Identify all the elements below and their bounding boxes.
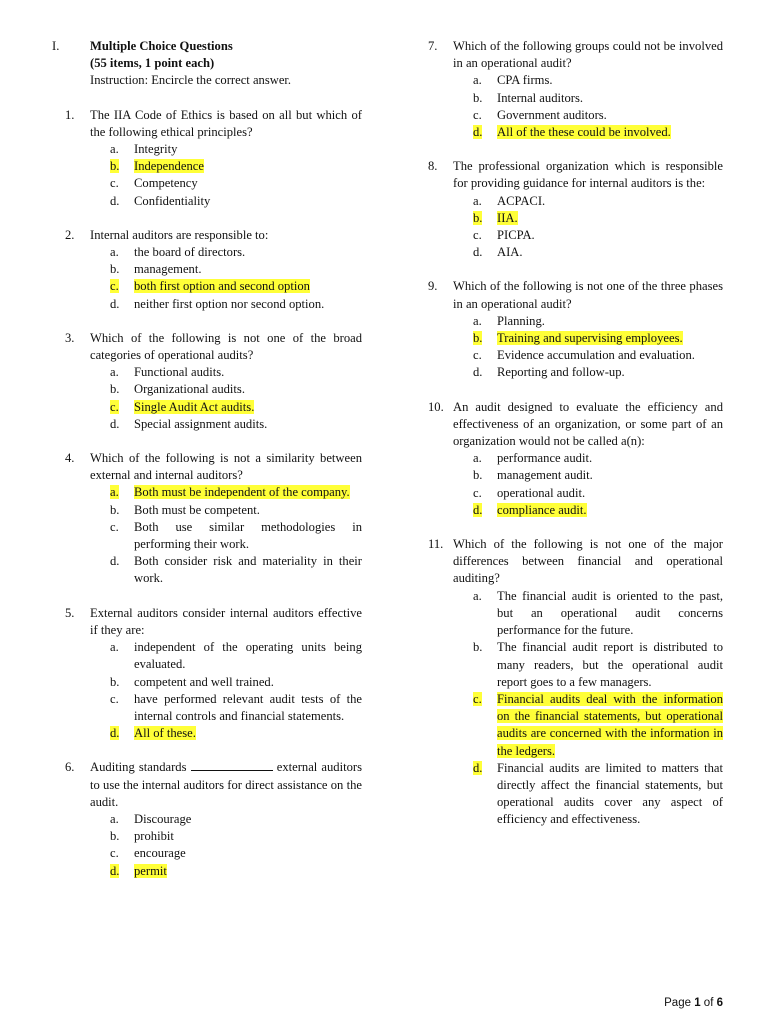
option-b — [453, 90, 723, 107]
option-d — [453, 364, 723, 381]
question-number: 11. — [428, 537, 444, 552]
option-letter — [90, 416, 134, 433]
question-2 — [52, 227, 362, 313]
question-body — [453, 278, 723, 381]
question-body — [90, 330, 362, 433]
option-a — [453, 588, 723, 640]
option-text — [497, 691, 723, 760]
option-letter — [453, 193, 497, 210]
option-text — [134, 244, 362, 261]
option-a — [90, 364, 362, 381]
option-text — [134, 725, 362, 742]
option-letter-text: b. — [110, 262, 120, 277]
option-d — [90, 296, 362, 313]
option-letter — [90, 828, 134, 845]
option-text — [497, 210, 723, 227]
question-list-left — [52, 107, 362, 880]
option-text — [134, 811, 362, 828]
option-b — [90, 828, 362, 845]
option-letter — [90, 691, 134, 725]
option-text-content: Single Audit Act audits. — [134, 399, 255, 414]
option-text — [134, 364, 362, 381]
question-7 — [415, 38, 723, 141]
option-letter-text: c. — [473, 107, 482, 122]
option-letter-text: b. — [473, 640, 483, 655]
option-letter — [90, 381, 134, 398]
question-8 — [415, 158, 723, 261]
option-letter-text: a. — [110, 485, 119, 500]
option-letter — [453, 107, 497, 124]
option-d — [453, 244, 723, 261]
option-letter — [453, 313, 497, 330]
option-letter-text: a. — [473, 588, 482, 603]
footer-of-word: of — [703, 996, 714, 1009]
option-text-content: Functional audits. — [134, 365, 225, 380]
option-letter-text: c. — [110, 399, 119, 414]
option-c — [90, 519, 362, 553]
option-letter-text: d. — [473, 760, 483, 775]
option-d — [90, 193, 362, 210]
option-text-content: permit — [134, 863, 167, 878]
right-column — [415, 38, 723, 829]
option-text — [134, 141, 362, 158]
option-text-content: Reporting and follow-up. — [497, 365, 625, 380]
option-a — [90, 141, 362, 158]
option-c — [90, 175, 362, 192]
option-c — [90, 845, 362, 862]
option-letter — [453, 760, 497, 829]
option-letter-text: d. — [473, 125, 483, 140]
option-text-content: independent of the operating units being evaluated. — [134, 640, 362, 672]
question-5 — [52, 605, 362, 743]
option-b — [453, 467, 723, 484]
option-text-content: AIA. — [497, 245, 523, 260]
option-letter — [453, 347, 497, 364]
option-b — [453, 639, 723, 691]
option-letter — [90, 244, 134, 261]
section-items-note: (55 items, 1 point each) — [90, 56, 215, 71]
option-text-content: Discourage — [134, 811, 192, 826]
option-c — [90, 278, 362, 295]
option-letter — [90, 296, 134, 313]
option-text-content: Both use similar methodologies in performing their work. — [134, 519, 362, 552]
question-text — [90, 759, 362, 811]
option-d — [453, 760, 723, 829]
option-letter — [90, 674, 134, 691]
option-letter-text: a. — [110, 245, 119, 260]
option-text — [134, 845, 362, 862]
option-text-content: All of the these could be involved. — [497, 125, 671, 140]
question-text: Which of the following is not a similarity between external and internal auditors? — [90, 451, 362, 483]
option-text — [497, 467, 723, 484]
question-body — [90, 450, 362, 588]
answer-blank — [191, 759, 273, 771]
option-letter — [453, 639, 497, 691]
question-4 — [52, 450, 362, 588]
option-text-content: Competency — [134, 176, 198, 191]
option-text-content: Independence — [134, 159, 204, 174]
option-text — [134, 828, 362, 845]
option-letter — [90, 502, 134, 519]
option-letter-text: d. — [110, 863, 120, 878]
option-text-content: Both must be competent. — [134, 502, 260, 517]
option-text-content: The financial audit is oriented to the past, but an operational audit concerns performance for the future. — [497, 588, 723, 638]
option-letter — [453, 502, 497, 519]
option-text — [497, 760, 723, 829]
option-b — [90, 674, 362, 691]
option-letter-text: d. — [110, 554, 120, 569]
option-text — [134, 416, 362, 433]
option-text — [497, 502, 723, 519]
option-text — [134, 158, 362, 175]
option-letter-text: b. — [473, 210, 483, 225]
option-letter — [90, 725, 134, 742]
option-text-content: Both consider risk and materiality in their work. — [134, 554, 362, 586]
option-text — [134, 674, 362, 691]
option-text — [134, 484, 362, 501]
option-text-content: have performed relevant audit tests of the internal controls and financial statements. — [134, 691, 362, 723]
option-letter-text: c. — [110, 691, 119, 706]
left-column — [52, 38, 362, 880]
option-text — [497, 244, 723, 261]
option-letter — [453, 90, 497, 107]
option-letter — [90, 553, 134, 587]
option-text — [497, 313, 723, 330]
option-letter — [453, 364, 497, 381]
question-text: Internal auditors are responsible to: — [90, 227, 269, 242]
option-text — [497, 450, 723, 467]
section-title: Multiple Choice Questions — [90, 39, 233, 53]
question-number: 7. — [428, 39, 438, 53]
option-letter — [453, 588, 497, 640]
option-text-content: Evidence accumulation and evaluation. — [497, 348, 695, 363]
question-text: Which of the following is not one of the three phases in an operational audit? — [453, 279, 723, 311]
question-number: 6. — [65, 760, 75, 775]
option-letter-text: b. — [110, 159, 120, 174]
question-body — [453, 38, 723, 141]
option-d — [453, 124, 723, 141]
option-text — [134, 553, 362, 587]
option-text — [497, 639, 723, 691]
option-letter — [453, 485, 497, 502]
option-b — [90, 381, 362, 398]
option-letter — [90, 845, 134, 862]
question-11 — [415, 536, 723, 828]
option-b — [453, 210, 723, 227]
option-letter-text: d. — [473, 245, 483, 260]
option-letter — [90, 364, 134, 381]
option-text — [134, 193, 362, 210]
option-text — [134, 519, 362, 553]
option-letter-text: b. — [473, 468, 483, 483]
option-letter-text: a. — [473, 193, 482, 208]
option-letter-text: b. — [110, 674, 120, 689]
option-text-content: IIA. — [497, 210, 518, 225]
question-body — [90, 107, 362, 210]
option-letter — [90, 261, 134, 278]
option-c — [90, 399, 362, 416]
option-b — [90, 502, 362, 519]
option-letter-text: b. — [110, 829, 120, 844]
option-d — [90, 863, 362, 880]
option-a — [90, 484, 362, 501]
question-text: External auditors consider internal auditors effective if they are: — [90, 605, 362, 637]
question-10 — [415, 399, 723, 519]
question-body — [90, 605, 362, 743]
option-text — [134, 639, 362, 673]
option-c — [453, 691, 723, 760]
option-text-content: management audit. — [497, 468, 593, 483]
option-letter — [90, 863, 134, 880]
question-number: 3. — [65, 330, 75, 345]
option-text — [134, 175, 362, 192]
option-letter — [453, 210, 497, 227]
option-letter-text: a. — [110, 142, 119, 157]
option-letter — [453, 330, 497, 347]
option-a — [453, 313, 723, 330]
option-c — [453, 107, 723, 124]
option-letter-text: b. — [473, 331, 483, 346]
option-letter-text: b. — [473, 90, 483, 105]
option-b — [90, 261, 362, 278]
option-letter-text: a. — [110, 365, 119, 380]
question-text: An audit designed to evaluate the efficiency and effectiveness of an organization, or some part of an organization would not be called a(n): — [453, 399, 723, 449]
option-c — [453, 227, 723, 244]
option-text — [134, 863, 362, 880]
option-letter-text: a. — [110, 811, 119, 826]
question-text: The IIA Code of Ethics is based on all but which of the following ethical principles? — [90, 107, 362, 139]
page-footer — [664, 995, 723, 1012]
option-letter — [453, 691, 497, 760]
option-text-content: The financial audit report is distributed to many readers, but the operational audit report goes to a few managers. — [497, 640, 723, 689]
question-3 — [52, 330, 362, 433]
option-letter-text: d. — [110, 726, 120, 741]
option-letter-text: a. — [473, 73, 482, 88]
option-b — [90, 158, 362, 175]
question-list-right — [415, 38, 723, 829]
option-a — [453, 450, 723, 467]
option-text — [497, 124, 723, 141]
option-letter-text: c. — [110, 519, 119, 534]
option-text — [134, 296, 362, 313]
option-letter-text: a. — [473, 313, 482, 328]
question-body — [453, 536, 723, 828]
question-number: 5. — [65, 605, 75, 620]
option-text — [497, 347, 723, 364]
option-text-content: management. — [134, 262, 202, 277]
question-text: Which of the following groups could not be involved in an operational audit? — [453, 39, 723, 71]
option-text — [497, 72, 723, 89]
question-body — [453, 158, 723, 261]
option-text-content: Training and supervising employees. — [497, 331, 683, 346]
option-letter — [90, 158, 134, 175]
option-c — [90, 691, 362, 725]
option-b — [453, 330, 723, 347]
option-letter-text: a. — [110, 640, 119, 655]
question-1 — [52, 107, 362, 210]
option-letter-text: c. — [473, 691, 482, 706]
question-body — [453, 399, 723, 519]
option-text-content: All of these. — [134, 726, 196, 741]
option-text-content: Organizational audits. — [134, 382, 245, 397]
question-number: 9. — [428, 279, 438, 294]
section-numeral: I. — [52, 39, 60, 53]
option-letter-text: c. — [110, 279, 119, 294]
question-text: The professional organization which is responsible for providing guidance for internal auditors is the: — [453, 159, 723, 191]
option-text — [497, 227, 723, 244]
question-number: 10. — [428, 399, 444, 414]
option-text-content: Financial audits deal with the information on the financial statements, but operational audits are concerned with the information in the ledgers. — [497, 691, 723, 758]
option-text — [497, 107, 723, 124]
option-c — [453, 485, 723, 502]
question-body — [90, 759, 362, 879]
option-text-content: Internal auditors. — [497, 90, 584, 105]
question-text: Which of the following is not one of the major differences between financial and operational auditing? — [453, 537, 723, 586]
option-letter-text: d. — [110, 193, 120, 208]
option-text — [134, 502, 362, 519]
option-letter — [90, 278, 134, 295]
option-a — [453, 72, 723, 89]
question-number: 1. — [65, 107, 75, 122]
option-a — [90, 639, 362, 673]
question-text-after: external auditors to use the internal auditors for direct assistance on the audit. — [90, 760, 362, 809]
option-text-content: Both must be independent of the company. — [134, 485, 350, 500]
option-letter-text: c. — [110, 176, 119, 191]
option-a — [90, 244, 362, 261]
option-letter — [90, 193, 134, 210]
option-letter — [90, 175, 134, 192]
option-text — [497, 330, 723, 347]
option-text-content: ACPACI. — [497, 193, 546, 208]
option-letter-text: b. — [110, 382, 120, 397]
option-text-content: Financial audits are limited to matters that directly affect the financial statements, but operational audits cover any aspect of efficiency and effectiveness. — [497, 760, 723, 827]
option-d — [453, 502, 723, 519]
option-letter — [453, 450, 497, 467]
option-text — [497, 193, 723, 210]
option-letter — [90, 399, 134, 416]
footer-page-word: Page — [664, 996, 691, 1009]
option-letter-text: a. — [473, 451, 482, 466]
option-letter — [90, 484, 134, 501]
option-letter — [453, 244, 497, 261]
option-letter — [453, 72, 497, 89]
option-text — [134, 399, 362, 416]
option-text-content: Special assignment audits. — [134, 416, 268, 431]
option-letter-text: d. — [110, 296, 120, 311]
question-number: 2. — [65, 227, 75, 242]
option-text-content: encourage — [134, 846, 186, 861]
option-text — [134, 691, 362, 725]
option-letter-text: c. — [473, 228, 482, 243]
footer-page-number: 1 — [694, 996, 701, 1009]
option-text-content: both first option and second option — [134, 279, 310, 294]
option-letter — [453, 227, 497, 244]
option-letter-text: d. — [473, 365, 483, 380]
option-letter-text: d. — [473, 502, 483, 517]
option-letter — [90, 141, 134, 158]
option-a — [453, 193, 723, 210]
option-d — [90, 725, 362, 742]
option-text-content: PICPA. — [497, 228, 535, 243]
option-letter-text: c. — [473, 348, 482, 363]
question-number: 4. — [65, 451, 75, 466]
question-text: Which of the following is not one of the broad categories of operational audits? — [90, 330, 362, 363]
question-9 — [415, 278, 723, 381]
option-text-content: prohibit — [134, 829, 174, 844]
option-text — [134, 278, 362, 295]
section-instruction: Instruction: Encircle the correct answer. — [90, 73, 292, 88]
option-text-content: the board of directors. — [134, 245, 246, 260]
option-text-content: competent and well trained. — [134, 674, 274, 689]
option-text-content: CPA firms. — [497, 73, 553, 88]
option-text — [497, 485, 723, 502]
option-text-content: Government auditors. — [497, 107, 607, 122]
question-body — [90, 227, 362, 313]
option-text-content: Integrity — [134, 142, 178, 157]
option-a — [90, 811, 362, 828]
option-text-content: performance audit. — [497, 451, 593, 466]
question-number: 8. — [428, 159, 438, 174]
question-6 — [52, 759, 362, 879]
option-text — [497, 90, 723, 107]
option-letter — [90, 519, 134, 553]
option-letter-text: c. — [473, 485, 482, 500]
option-d — [90, 553, 362, 587]
option-text-content: neither first option nor second option. — [134, 296, 325, 311]
option-letter-text: c. — [110, 846, 119, 861]
option-letter — [90, 811, 134, 828]
option-text — [497, 364, 723, 381]
option-text-content: operational audit. — [497, 485, 586, 500]
option-letter-text: b. — [110, 502, 120, 517]
option-text-content: Confidentiality — [134, 193, 211, 208]
option-letter — [90, 639, 134, 673]
option-text-content: Planning. — [497, 313, 545, 328]
option-c — [453, 347, 723, 364]
section-header — [52, 38, 362, 90]
option-text-content: compliance audit. — [497, 502, 587, 517]
question-text-before: Auditing standards — [90, 760, 187, 775]
option-letter — [453, 124, 497, 141]
footer-page-total: 6 — [716, 996, 723, 1009]
option-text — [134, 261, 362, 278]
option-d — [90, 416, 362, 433]
option-letter-text: d. — [110, 416, 120, 431]
option-text — [134, 381, 362, 398]
option-letter — [453, 467, 497, 484]
option-text — [497, 588, 723, 640]
